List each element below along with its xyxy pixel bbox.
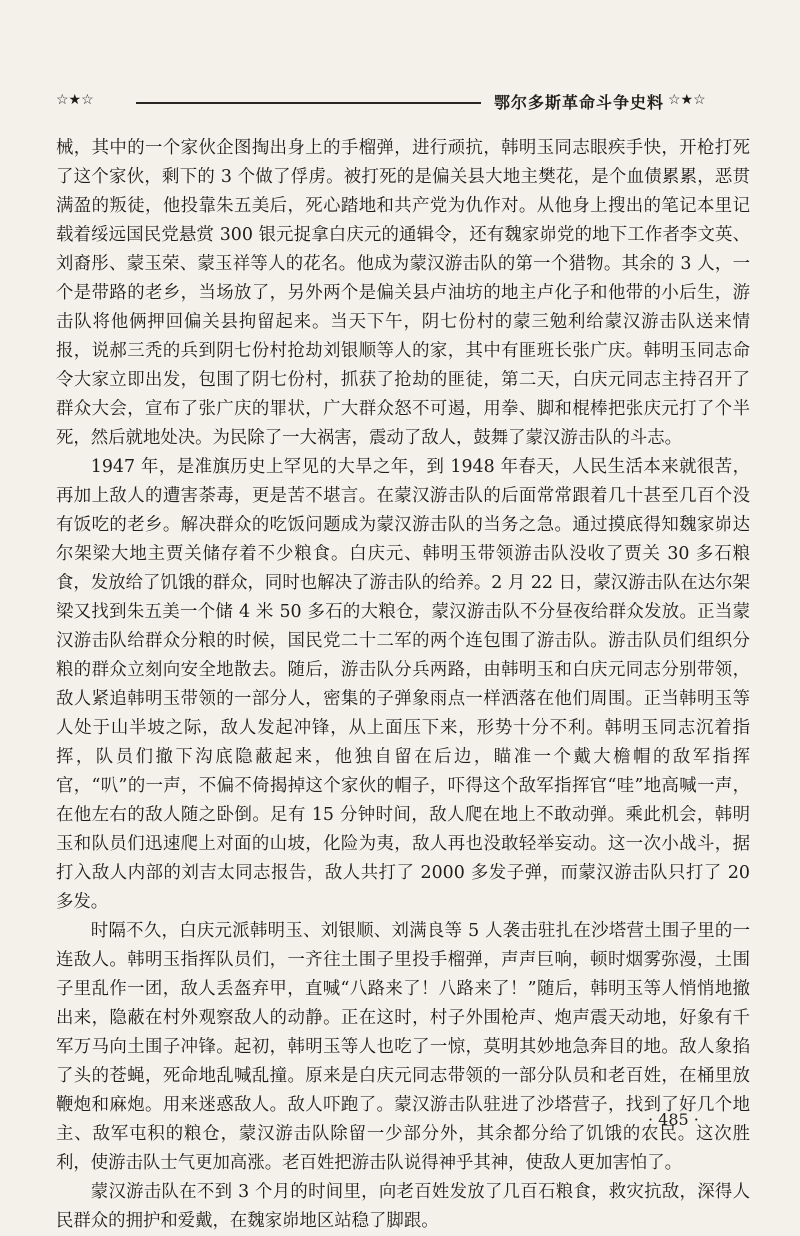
page-number: · 485 · xyxy=(648,1110,699,1129)
body-text xyxy=(56,134,750,1236)
header-stars-left: ☆★☆ xyxy=(56,92,94,108)
header-title: 鄂尔多斯革命斗争史料 xyxy=(494,93,665,112)
paragraph-continued: 械，其中的一个家伙企图掏出身上的手榴弹，进行顽抗，韩明玉同志眼疾手快，开枪打死了这个家伙，剩下的 3 个做了俘虏。被打死的是偏关县大地主樊花，是个血债累累，恶贯满盈的叛徒，他投靠朱五美后，死心踏地和共产党为仇作对。从他身上搜出的笔记本里记载着绥远国民党悬赏 300 银元捉拿白庆元的通辑令，还有魏家峁党的地下工作者李文英、刘裔彤、蒙玉荣、蒙玉祥等人的花名。他成为蒙汉游击队的第一个猎物。其余的 3 人，一个是带路的老乡，当场放了，另外两个是偏关县卢油坊的地主卢化子和他带的小后生，游击队将他俩押回偏关县拘留起来。当天下午，阴七份村的蒙三勉利给蒙汉游击队送来情报，说郝三秃的兵到阴七份村抢劫刘银顺等人的家，其中有匪班长张广庆。韩明玉同志命令大家立即出发，包围了阴七份村，抓获了抢劫的匪徒，第二天，白庆元同志主持召开了群众大会，宣布了张广庆的罪状，广大群众怒不可遏，用拳、脚和棍棒把张庆元打了个半死，然后就地处决。为民除了一大祸害，震动了敌人，鼓舞了蒙汉游击队的斗志。 xyxy=(56,138,750,448)
paragraph: 1947 年，是准旗历史上罕见的大旱之年，到 1948 年春天，人民生活本来就很苦，再加上敌人的遭害荼毒，更是苦不堪言。在蒙汉游击队的后面常常跟着几十甚至几百个没有饭吃的老乡。解决群众的吃饭问题成为蒙汉游击队的当务之急。通过摸底得知魏家峁达尔架梁大地主贾关储存着不少粮食。白庆元、韩明玉带领游击队没收了贾关 30 多石粮食，发放给了饥饿的群众，同时也解决了游击队的给养。2 月 22 日，蒙汉游击队在达尔架梁又找到朱五美一个储 4 米 50 多石的大粮仓，蒙汉游击队不分昼夜给群众发放。正当蒙汉游击队给群众分粮的时候，国民党二十二军的两个连包围了游击队。游击队员们组织分粮的群众立刻向安全地散去。随后，游击队分兵两路，由韩明玉和白庆元同志分别带领，敌人紧追韩明玉带领的一部分人，密集的子弹象雨点一样洒落在他们周围。正当韩明玉等人处于山半坡之际，敌人发起冲锋，从上面压下来，形势十分不利。韩明玉同志沉着指挥，队员们撤下沟底隐蔽起来，他独自留在后边，瞄准一个戴大檐帽的敌军指挥官，“叭”的一声，不偏不倚揭掉这个家伙的帽子，吓得这个敌军指挥官“哇”地高喊一声，在他左右的敌人随之卧倒。足有 15 分钟时间，敌人爬在地上不敢动弹。乘此机会，韩明玉和队员们迅速爬上对面的山坡，化险为夷，敌人再也没敢轻举妄动。这一次小战斗，据打入敌人内部的刘吉太同志报告，敌人共打了 2000 多发子弹，而蒙汉游击队只打了 20 多发。 xyxy=(56,457,750,912)
header-stars-right: ☆★☆ xyxy=(668,92,706,108)
paragraph: 时隔不久，白庆元派韩明玉、刘银顺、刘满良等 5 人袭击驻扎在沙塔营土围子里的一连敌人。韩明玉指挥队员们，一齐往土围子里投手榴弹，声声巨响，顿时烟雾弥漫，土围子里乱作一团，敌人丢盔弃甲，直喊“八路来了！八路来了！”随后，韩明玉等人悄悄地撤出来，隐蔽在村外观察敌人的动静。正在这时，村子外围枪声、炮声震天动地，好象有千军万马向土围子冲锋。起初，韩明玉等人也吃了一惊，莫明其妙地急奔目的地。敌人象掐了头的苍蝇，死命地乱喊乱撞。原来是白庆元同志带领的一部分队员和老百姓，在桶里放鞭炮和麻炮。用来迷惑敌人。敌人吓跑了。蒙汉游击队驻进了沙塔营子，找到了好几个地主、敌军屯积的粮仓，蒙汉游击队除留一少部分外，其余都分给了饥饿的农民。这次胜利，使游击队士气更加高涨。老百姓把游击队说得神乎其神，使敌人更加害怕了。 xyxy=(56,921,750,1173)
running-header xyxy=(56,90,750,118)
paragraph: 蒙汉游击队在不到 3 个月的时间里，向老百姓发放了几百石粮食，救灾抗敌，深得人民群众的拥护和爱戴，在魏家峁地区站稳了脚跟。 xyxy=(56,1182,750,1231)
header-rule xyxy=(136,102,481,104)
